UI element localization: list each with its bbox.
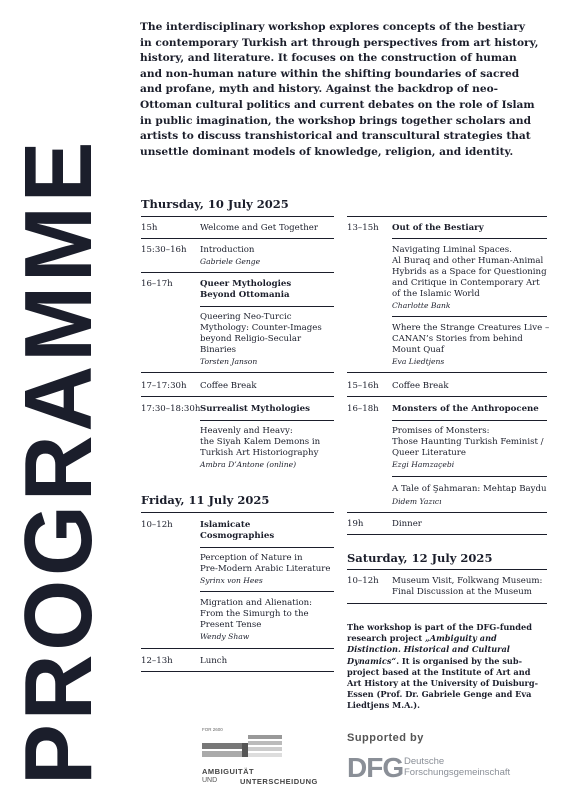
divider: [141, 272, 334, 273]
dfg-logo: DFG: [347, 752, 404, 783]
talk-title: Heavenly and Heavy: the Siyah Kalem Demons in Turkish Art Historiography: [200, 426, 321, 458]
session-title: Museum Visit, Folkwang Museum: Final Discussion at the Museum: [392, 576, 543, 597]
talk-title: Queering Neo-Turcic Mythology: Counter-Images beyond Religio-Secular Binaries: [200, 312, 322, 355]
session-title: Monsters of the Anthropocene: [392, 404, 539, 414]
divider: [141, 216, 334, 217]
talk-title: Where the Strange Creatures Live – CANAN’s Stories from behind Mount Quaf: [392, 323, 550, 355]
time-label: 16–18h: [347, 404, 379, 414]
session-title: Coffee Break: [200, 381, 257, 391]
session-title: Lunch: [200, 656, 228, 666]
intro-paragraph: The interdisciplinary workshop explores concepts of the bestiary in contemporary Turkish art through perspectives from art history, history, and literature. It focuses on the construction of human and non-human nature within the shifting boundaries of sacred and profane, myth and history. Against the backdrop of neo-Ottoman cultural politics and current debates on the role of Islam in public imagination, the workshop brings together scholars and artists to discuss transhistorical and transcultural strategies that unsettle dominant models of knowledge, religion, and identity.: [140, 21, 539, 158]
session-title: Welcome and Get Together: [200, 223, 318, 233]
session-title: Dinner: [392, 519, 422, 529]
divider: [347, 216, 547, 217]
divider: [141, 648, 334, 649]
saturday-date: Saturday, 12 July 2025: [347, 551, 493, 565]
session-title: Out of the Bestiary: [392, 223, 484, 233]
divider: [347, 512, 547, 513]
divider: [347, 396, 547, 397]
talk-title: Perception of Nature in Pre-Modern Arabic Literature: [200, 553, 331, 574]
divider: [200, 306, 334, 307]
time-label: 19h: [347, 519, 364, 529]
talk-title: Navigating Liminal Spaces. Al Buraq and other Human-Animal Hybrids as a Space for Questioning and Critique in Contemporary Art of the Islamic World: [392, 245, 547, 299]
programme-heading: PROGRAMME: [5, 137, 112, 786]
friday-date: Friday, 11 July 2025: [141, 493, 270, 507]
divider: [141, 512, 334, 513]
divider: [200, 547, 334, 548]
divider: [392, 420, 547, 421]
project-note: The workshop is part of the DFG-funded research project „Ambiguity and Distinction. Historical and Cultural Dynamics“. It is organised by the sub-project based at the Institute of Art and Art History at the University of Duisburg-Essen (Prof. Dr. Gabriele Genge and Eva Liedtjens M.A.).: [347, 622, 538, 711]
divider: [141, 671, 334, 672]
divider: [347, 603, 547, 604]
ambiguity-logo: FOR 2600 AMBIGUITÄT UND UNTERSCHEIDUNG: [202, 727, 318, 786]
time-label: 16–17h: [141, 279, 173, 289]
session-title: Surrealist Mythologies: [200, 404, 310, 414]
speaker: Charlotte Bank: [392, 301, 451, 310]
session-title: Introduction: [200, 245, 255, 255]
time-label: 10–12h: [347, 576, 379, 586]
talk-title: Migration and Alienation: From the Simurgh to the Present Tense: [200, 598, 313, 630]
session-title: Coffee Break: [392, 381, 449, 391]
divider: [200, 591, 334, 592]
speaker: Gabriele Genge: [200, 257, 261, 266]
speaker: Wendy Shaw: [200, 632, 250, 641]
time-label: 15–16h: [347, 381, 379, 391]
divider: [200, 420, 334, 421]
divider: [141, 238, 334, 239]
speaker: Didem Yazıcı: [392, 497, 442, 506]
time-label: 17:30–18:30h: [141, 404, 201, 414]
supported-by: Supported by: [347, 732, 424, 744]
time-label: 17–17:30h: [141, 381, 187, 391]
time-label: 10–12h: [141, 520, 173, 530]
speaker: Torsten Janson: [200, 357, 258, 366]
speaker: Ezgi Hamzaçebi: [392, 460, 455, 469]
speaker: Syrinx von Hees: [200, 576, 263, 585]
time-label: 13–15h: [347, 223, 379, 233]
speaker: Ambra D’Antone (online): [200, 460, 297, 469]
time-label: 15:30–16h: [141, 245, 187, 255]
divider: [392, 238, 547, 239]
time-label: 12–13h: [141, 656, 173, 666]
session-title: Queer Mythologies Beyond Ottomania: [200, 279, 292, 300]
divider: [141, 396, 334, 397]
divider: [392, 316, 547, 317]
divider: [347, 569, 547, 570]
divider: [141, 372, 334, 373]
dfg-name: Deutsche Forschungsgemeinschaft: [404, 756, 511, 778]
divider: [392, 476, 547, 477]
divider: [347, 372, 547, 373]
thursday-date: Thursday, 10 July 2025: [141, 197, 289, 211]
speaker: Eva Liedtjens: [392, 357, 445, 366]
time-label: 15h: [141, 223, 158, 233]
talk-title: Promises of Monsters: Those Haunting Turkish Feminist / Queer Literature: [392, 426, 544, 458]
session-title: Islamicate Cosmographies: [200, 520, 275, 541]
talk-title: A Tale of Şahmaran: Mehtap Baydu: [392, 484, 547, 494]
divider: [347, 534, 547, 535]
